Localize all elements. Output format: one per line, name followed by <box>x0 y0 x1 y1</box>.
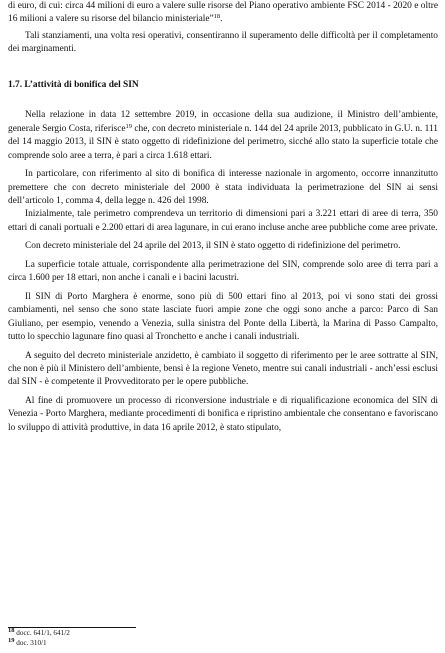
section-heading: 1.7. L’attività di bonifica del SIN <box>8 79 139 90</box>
paragraph-relazione: Nella relazione in data 12 settembre 2019, in occasione della sua audizione, il Ministro dell’ambiente, generale Sergio Costa, riferisce$^{19}$ che, con decreto ministeriale n. 144 del 24 aprile 2013, pubblicato in G.U. n. 111 del 14 maggio 2013, il SIN è stato oggetto di ridefinizione del perimetro, sicché allo stato la superficie totale che comprende solo aree a terra, è pari a circa 1.618 ettari. <box>8 110 438 161</box>
paragraph-continuation: di euro, di cui: circa 44 milioni di euro a valere sulle risorse del Piano operativo ambiente FSC 2014 - 2020 e oltre 16 milioni a valere su risorse del bilancio ministeriale”$^{18}$. <box>8 1 438 25</box>
footnote-ref-19: 19 <box>125 122 133 130</box>
footnote-ref-18: 18 <box>213 13 221 21</box>
paragraph-soggetto-riferimento: A seguito del decreto ministeriale anzidetto, è cambiato il soggetto di riferimento per le aree sottratte al SIN, che non è più il Ministero dell’ambiente, bensì è la regione Veneto, mentre sui canali industriali - anch’essi esclusi dal SIN - è competente il Provveditorato per le opere pubbliche. <box>8 350 438 388</box>
paragraph-riconversione: Al fine di promuovere un processo di riconversione industriale e di riqualificazione economica del SIN di Venezia - Porto Marghera, mediante procedimenti di bonifica e ripristino ambientale che consentano e favoriscano lo sviluppo di attività produttive, in data 16 aprile 2012, è stato stipulato, <box>8 395 438 433</box>
paragraph-superficie: La superficie totale attuale, corrispondente alla perimetrazione del SIN, comprende solo aree di terra pari a circa 1.600 per 18 ettari, non anche i canali e i bacini lacustri. <box>8 259 438 284</box>
paragraph-stanziamenti: Tali stanziamenti, una volta resi operativi, consentiranno il superamento delle difficoltà per il completamento dei marginamenti. <box>8 30 438 55</box>
paragraph-inizialmente: Inizialmente, tale perimetro comprendeva un territorio di dimensioni pari a 3.221 ettari di aree di terra, 350 ettari di canali portuali e 2.200 ettari di area lagunare, in cui erano incluse anche aree pubbliche come aree private. <box>8 209 438 233</box>
footnote-19: $^{19}$ doc. 310/1 <box>8 636 47 647</box>
paragraph-decreto-2013: Con decreto ministeriale del 24 aprile del 2013, il SIN è stato oggetto di ridefinizione del perimetro. <box>25 241 401 252</box>
footnote-18: $^{18}$ docc. 641/1, 641/2 <box>8 627 70 637</box>
paragraph-in-particolare: In particolare, con riferimento al sito di bonifica di interesse nazionale in argomento, occorre innanzitutto premettere che con decreto ministeriale del 2000 è stata individuata la perimetrazione del SIN ai sensi dell’articolo 1, comma 4, della legge n. 426 del 1998. <box>8 169 438 206</box>
footnotes <box>8 629 70 648</box>
footnote-divider <box>8 627 136 628</box>
paragraph-porto-marghera: Il SIN di Porto Marghera è enorme, sono più di 500 ettari fino al 2013, poi vi sono stati dei grossi cambiamenti, nel senso che sono state lasciate fuori ampie zone che oggi sono anche a parco: Parco di San Giuliano, per esempio, venendo a Venezia, sulla sinistra del Ponte della Libertà, la Marina di Passo Campalto, tutto lo specchio lagunare fino quasi al Tronchetto e anche i canali industriali. <box>8 291 438 343</box>
